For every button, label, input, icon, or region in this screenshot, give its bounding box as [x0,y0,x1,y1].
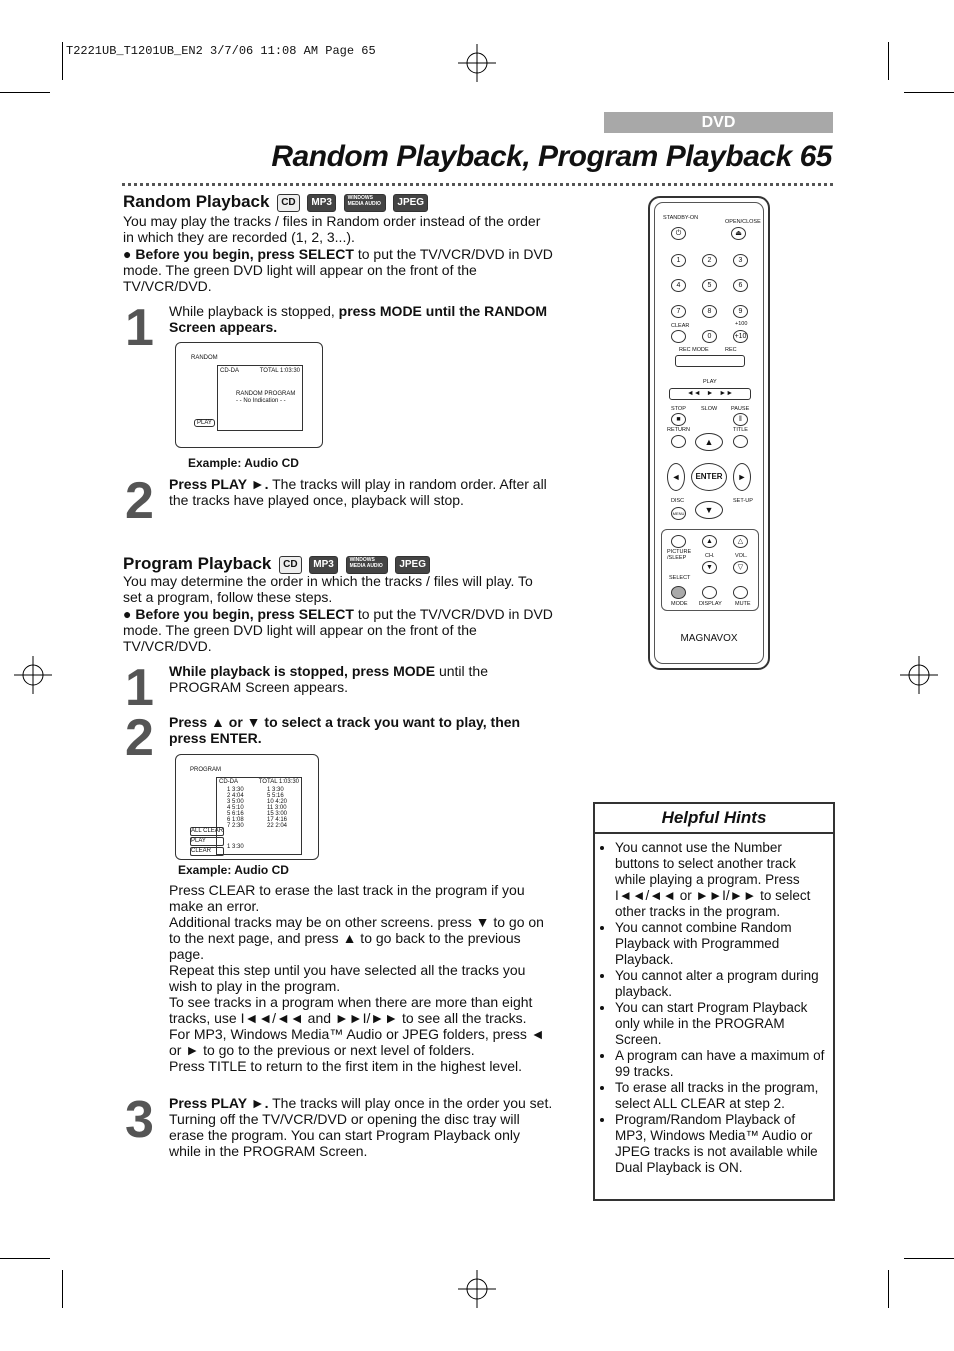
list-item: 6 1:08 [227,817,244,823]
return-key [671,435,686,448]
ch-up-icon: ▲ [702,535,717,548]
list-item: 4 5:10 [227,805,244,811]
list-item: • Program/Random Playback of MP3, Windows Media™ Audio or JPEG tracks is not available while Dual Playback is ON. [615,1112,825,1176]
mp3-badge: MP3 [309,556,338,574]
list-item: 3 5:00 [227,799,244,805]
pause-label: PAUSE [731,406,750,412]
wma-badge: WINDOWS MEDIA AUDIO [344,194,386,212]
open-close-label: OPEN/CLOSE [725,219,761,225]
program-right-list [267,787,287,829]
play-button: PLAY [190,837,224,846]
clear-label: CLEAR [671,323,690,329]
digit-button: 8 [702,305,717,318]
ch-down-icon: ▼ [702,561,717,574]
program-total-time: TOTAL 1:03:30 [258,779,299,785]
crop-mark [0,92,50,93]
list-item: 7 2:30 [227,823,244,829]
jpeg-badge: JPEG [395,556,430,574]
hints-title: Helpful Hints [595,804,833,834]
right-arrow-icon: ► [733,463,751,491]
digit-button: 7 [671,305,686,318]
list-item: 15 3:00 [267,811,288,817]
paragraph: Repeat this step until you have selected all the tracks you wish to play in the program. [169,962,526,994]
random-screen-panel [217,365,303,431]
crop-mark [904,1258,954,1259]
list-item: • You cannot use the Number buttons to select another track while playing a program. Press I◄◄/◄◄ or ►►I/►► to select other tracks in the program. [615,840,825,920]
select-label: SELECT [669,575,691,581]
program-disc-type: CD-DA [219,779,238,785]
digit-button: 0 [702,330,717,343]
list-item: 5 5:16 [267,793,284,799]
list-item: • To erase all tracks in the program, select ALL CLEAR at step 2. [615,1080,825,1112]
dotted-divider [122,183,833,186]
program-screen [175,754,319,860]
program-caption: Example: Audio CD [178,863,289,877]
display-key [702,586,717,599]
random-program-line: RANDOM PROGRAM [236,391,296,397]
section-tab: DVD [604,112,833,133]
vol-down-icon: ▽ [733,561,748,574]
brand-logo: MAGNAVOX [680,633,738,644]
program-heading: Program Playback CD MP3 WINDOWS MEDIA AUDIO JPEG [123,554,430,574]
program-before: ● Before you begin, press SELECT to put the TV/VCR/DVD in DVD mode. The green DVD light will appear on the front of the TV/VCR/DVD. [123,606,553,654]
rec-mode-bar [675,355,745,367]
registration-mark-top [458,44,496,82]
crop-mark [62,42,63,80]
mute-label: MUTE [735,601,751,607]
clear-button: CLEAR [190,847,224,856]
list-item: • You cannot combine Random Playback with Programmed Playback. [615,920,825,968]
random-step1-number: 1 [125,299,154,357]
mute-key [733,586,748,599]
enter-button: ENTER [691,463,727,491]
paragraph: Press TITLE to return to the first item in the highest level. [169,1058,523,1074]
paragraph: Press CLEAR to erase the last track in the program if you make an error. [169,882,525,914]
cd-badge: CD [277,194,299,212]
digit-button: 3 [733,254,748,267]
list-item: 11 3:00 [267,805,287,811]
program-screen-label: PROGRAM [190,767,222,773]
standby-label: STANDBY-ON [663,215,699,221]
up-arrow-icon: ▲ [695,433,723,451]
wma-badge: WINDOWS MEDIA AUDIO [346,556,388,574]
jpeg-badge: JPEG [393,194,428,212]
hints-list [595,840,833,1176]
list-item: • You cannot alter a program during playback. [615,968,825,1000]
left-arrow-icon: ◄ [667,463,685,491]
digit-button: 9 [733,305,748,318]
rec-mode-label: REC MODE [679,347,709,353]
mode-key [671,586,686,599]
play-label: PLAY [703,379,717,385]
all-clear-button: ALL CLEAR [191,828,224,834]
cd-badge: CD [279,556,301,574]
helpful-hints-box [593,802,835,1201]
crop-mark [888,1270,889,1308]
digit-button: 1 [671,254,686,267]
title-key [733,435,748,448]
stop-icon: ■ [671,413,686,426]
transport-bar: ◄◄ ► ►► [669,388,751,400]
setup-label: SET-UP [733,498,753,504]
random-heading: Random Playback CD MP3 WINDOWS MEDIA AUDIO JPEG [123,192,428,212]
random-disc-type: CD-DA [220,368,239,374]
mode-label: MODE [671,601,688,607]
plus100-label: +100 [735,321,748,327]
paragraph: Additional tracks may be on other screens. press ▼ to go on to the next page, and press ▲ to go back to the previous page. [169,914,544,962]
program-body [169,882,553,1074]
list-item: 10 4:20 [267,799,288,805]
eject-icon: ⏏ [731,227,746,240]
page-title: Random Playback, Program Playback 65 [271,140,832,173]
random-screen [175,342,323,448]
crop-mark [904,92,954,93]
registration-mark-left [14,656,52,694]
vol-label: VOL. [735,553,748,559]
title-label: TITLE [733,427,748,433]
random-caption: Example: Audio CD [188,456,299,470]
list-item: 1 3:30 [227,787,244,793]
vol-up-icon: △ [733,535,748,548]
picture-sleep-key [671,535,686,548]
list-item: 5 6:16 [227,811,244,817]
rec-label: REC [725,347,737,353]
print-slug: T2221UB_T1201UB_EN2 3/7/06 11:08 AM Page 65 [66,44,376,58]
crop-mark [62,1270,63,1308]
disc-label: DISC [671,498,685,504]
plus10-key: +10 [733,330,748,343]
menu-key: MENU [671,507,686,520]
paragraph: To see tracks in a program when there are more than eight tracks, use I◄◄/◄◄ and ►►I/►► to see all the tracks. [169,994,533,1026]
random-screen-label: RANDOM [191,355,218,361]
mp3-badge: MP3 [307,194,336,212]
stop-label: STOP [671,406,686,412]
crop-mark [0,1258,50,1259]
slow-label: SLOW [701,406,718,412]
program-step3-text: Press PLAY ►. The tracks will play once in the order you set. Turning off the TV/VCR/DVD or opening the disc tray will erase the program. You can start Program Playback only while in the PROGRAM Screen. [169,1095,553,1159]
program-step3-number: 3 [125,1091,154,1149]
return-label: RETURN [667,427,690,433]
random-step1-text: While playback is stopped, press MODE until the RANDOM Screen appears. [169,303,548,335]
list-item: 22 2:04 [267,823,288,829]
pause-icon: ‖ [733,413,748,426]
program-left-list [227,787,244,829]
program-step2-text: Press ▲ or ▼ to select a track you want to play, then press ENTER. [169,714,521,746]
list-item: 2 4:04 [227,793,244,799]
ch-label: CH. [705,553,715,559]
digit-button: 4 [671,279,686,292]
program-step2-number: 2 [125,709,154,767]
program-screen-buttons [190,827,224,856]
program-intro: You may determine the order in which the tracks / files will play. To set a program, follow these steps. [123,573,533,605]
digit-button: 6 [733,279,748,292]
picture-sleep-label: PICTURE /SLEEP [667,549,692,561]
random-before: ● Before you begin, press SELECT to put the TV/VCR/DVD in DVD mode. The green DVD light will appear on the front of the TV/VCR/DVD. [123,246,553,294]
registration-mark-bottom [458,1270,496,1308]
digit-button: 2 [702,254,717,267]
random-play-button: PLAY [194,419,215,427]
clear-key [671,330,686,343]
remote-control-illustration [648,196,770,670]
digit-button: 5 [702,279,717,292]
program-step1-number: 1 [125,659,154,717]
random-step2-number: 2 [125,472,154,530]
list-item: • A program can have a maximum of 99 tracks. [615,1048,825,1080]
random-intro: You may play the tracks / files in Random order instead of the order in which they are recorded (1, 2, 3...). [123,213,541,245]
remote-inner-panel [654,202,764,664]
random-indication-line: - - No Indication - - [236,398,286,404]
random-total-time: TOTAL 1:03:30 [259,368,300,374]
registration-mark-right [900,656,938,694]
list-item: 1 3:30 [267,787,284,793]
list-item: • You can start Program Playback only while in the PROGRAM Screen. [615,1000,825,1048]
list-item: 17 4:16 [267,817,288,823]
down-arrow-icon: ▼ [695,501,723,519]
display-label: DISPLAY [699,601,722,607]
program-step1-text: While playback is stopped, press MODE until the PROGRAM Screen appears. [169,663,489,695]
paragraph: For MP3, Windows Media™ Audio or JPEG folders, press ◄ or ► to go to the previous or next level of folders. [169,1026,545,1058]
random-step2-text: Press PLAY ►. The tracks will play in random order. After all the tracks have played once, playback will stop. [169,476,547,508]
program-screen-panel [216,777,302,855]
program-bottom-entry: 1 3:30 [227,844,244,850]
power-icon: ⏻ [671,227,686,240]
crop-mark [888,42,889,80]
